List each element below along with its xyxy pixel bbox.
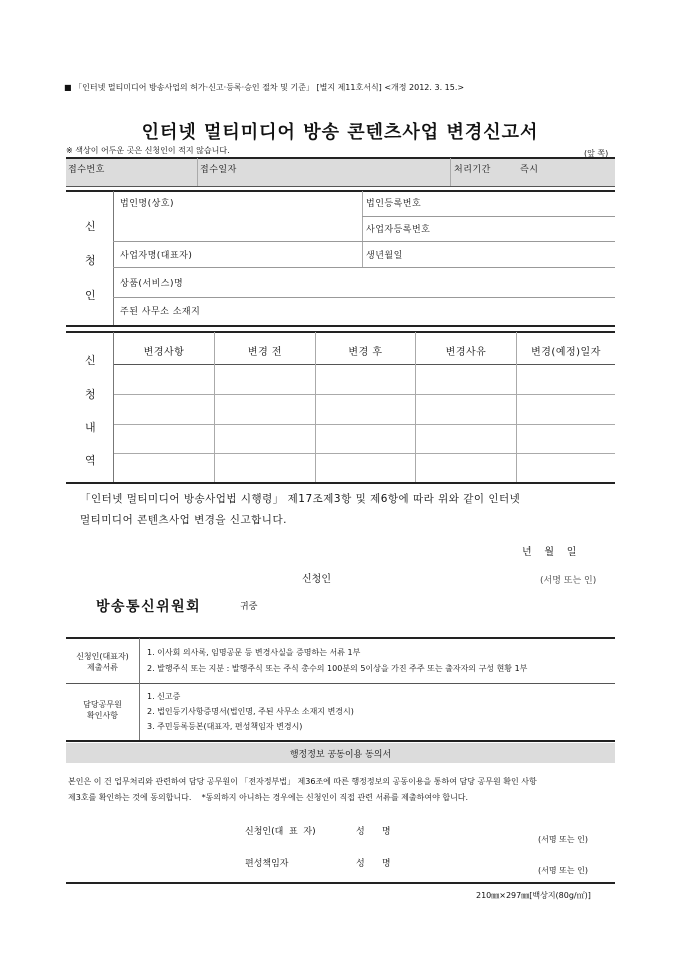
submit-docs-label-2: 제출서류	[87, 663, 118, 672]
official-check-item-1: 1. 신고증	[147, 692, 181, 701]
column-change-item: 변경사항	[143, 347, 185, 358]
column-after: 변경 후	[348, 347, 383, 358]
column-reason: 변경사유	[445, 347, 487, 358]
official-check-item-2: 2. 법인등기사항증명서(법인명, 주된 사무소 소재지 변경시)	[147, 707, 354, 716]
receipt-date-label: 접수일자	[200, 165, 237, 175]
submit-docs-label-1: 신청인(대표자)	[76, 652, 129, 661]
declaration-sign: (서명 또는 인)	[540, 576, 597, 586]
biz-reg-no-label: 사업자등록번호	[366, 225, 431, 235]
official-check-item-3: 3. 주민등록등본(대표자, 편성책임자 변경시)	[147, 722, 303, 731]
declaration-date: 년 월 일	[522, 547, 577, 558]
declaration-line-1: 「인터넷 멀티미디어 방송사업법 시행령」 제17조제3항 및 제6항에 따라 위와 같이 인터넷	[80, 493, 521, 505]
source-reference: ■ 「인터넷 멀티미디어 방송사업의 허가·신고·등록·승인 절차 및 기준」 [별지 제11호서식] <개정 2012. 3. 15.>	[64, 83, 465, 92]
page-side: (앞 쪽)	[584, 149, 609, 158]
applicant-char-1: 신	[85, 220, 96, 233]
receipt-number-label: 접수번호	[68, 165, 105, 175]
official-check-label-2: 확인사항	[87, 711, 118, 720]
applicant-char-3: 인	[85, 289, 96, 302]
corp-reg-no-label: 법인등록번호	[366, 199, 422, 209]
details-char-3: 내	[85, 421, 96, 434]
applicant-char-2: 청	[85, 254, 96, 267]
details-char-2: 청	[85, 388, 96, 401]
submit-doc-item-2: 2. 발행주식 또는 지분 : 발행주식 또는 주식 총수의 100분의 5이상을 가진 주주 또는 출자자의 구성 현황 1부	[147, 664, 528, 673]
consent-sig2-name: 성 명	[356, 859, 391, 869]
shading-note: ※ 색상이 어두운 곳은 신청인이 적지 않습니다.	[66, 146, 230, 155]
official-check-label-1: 담당공무원	[83, 700, 122, 709]
column-date: 변경(예정)일자	[531, 347, 601, 358]
consent-sig1-name: 성 명	[356, 827, 391, 837]
consent-sig2-label: 편성책임자	[245, 859, 289, 869]
recipient-honorific: 귀중	[240, 602, 258, 612]
column-before: 변경 전	[247, 347, 283, 358]
declaration-applicant-label: 신청인	[302, 574, 331, 585]
paper-spec: 210㎜×297㎜[백상지(80g/㎡)]	[476, 891, 591, 900]
declaration-line-2: 멀티미디어 콘텐츠사업 변경을 신고합니다.	[80, 514, 287, 526]
consent-line-1: 본인은 이 건 업무처리와 관련하여 담당 공무원이 「전자정부법」 제36조에 따른 행정정보의 공동이용을 통하여 담당 공무원 확인 사항	[68, 777, 537, 786]
corp-name-label: 법인명(상호)	[120, 199, 174, 209]
birth-label: 생년월일	[366, 251, 403, 261]
details-char-1: 신	[85, 354, 96, 367]
owner-label: 사업자명(대표자)	[120, 251, 193, 261]
processing-period-value: 즉시	[520, 165, 539, 175]
consent-sig1-label: 신청인(대 표 자)	[245, 827, 316, 837]
bullet-icon: ■	[64, 83, 72, 92]
consent-title: 행정정보 공동이용 동의서	[289, 750, 392, 760]
form-title: 인터넷 멀티미디어 방송 콘텐츠사업 변경신고서	[141, 122, 539, 143]
processing-period-label: 처리기간	[454, 165, 491, 175]
submit-doc-item-1: 1. 이사회 의사록, 임명공문 등 변경사실을 증명하는 서류 1부	[147, 648, 361, 657]
office-address-label: 주된 사무소 소재지	[120, 307, 201, 317]
consent-sig2-sign: (서명 또는 인)	[538, 866, 588, 875]
consent-line-2: 제3호를 확인하는 것에 동의합니다. *동의하지 아니하는 경우에는 신청인이 직접 관련 서류를 제출하여야 합니다.	[68, 793, 469, 802]
details-char-4: 역	[85, 454, 96, 467]
service-name-label: 상품(서비스)명	[120, 279, 184, 289]
consent-sig1-sign: (서명 또는 인)	[538, 835, 588, 844]
recipient: 방송통신위원회	[96, 599, 202, 615]
